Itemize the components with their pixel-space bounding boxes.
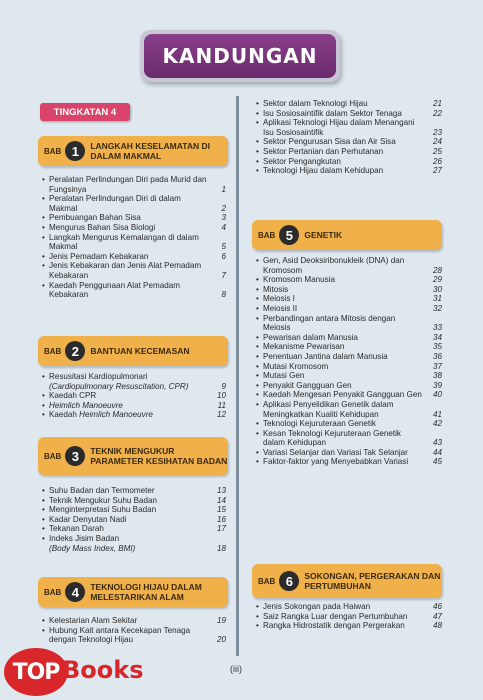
chapter-number: 6 [279,571,299,591]
column-divider [236,96,239,656]
entry-title [263,429,442,448]
tingkatan-label: TINGKATAN 4 [40,103,130,121]
bullet-icon: • [256,294,259,304]
entry-text: Peralatan Perlindungan Diri pada Murid dan Fungsinya [49,175,207,194]
chapter-number: 5 [279,225,299,245]
entry-title [263,371,442,381]
toc-entry [256,429,442,448]
entry-title [263,352,442,362]
entry-text: Saiz Rangka Luar dengan Pertumbuhan [263,611,408,621]
bullet-icon: • [42,261,45,271]
toc-entry [256,275,442,285]
bullet-icon: • [256,419,259,429]
entry-page-number: 28 [432,265,442,275]
bullet-icon: • [42,533,45,543]
entry-text: Mutasi Gen [263,371,305,381]
entry-text: Aplikasi Teknologi Hijau dalam Menangani Isu Sosiosaintifik [263,118,415,137]
entry-page-number: 39 [432,380,442,390]
entry-title [49,372,226,391]
toc-entry [256,390,442,400]
entry-text: Pembuangan Bahan Sisa [49,213,141,223]
entry-text: Langkah Mengurus Kemalangan di dalam Makmal [49,232,199,252]
entry-page-number: 24 [432,137,442,147]
chapter-title: GENETIK [304,230,343,240]
entry-title [263,419,442,429]
chapter-6-header [252,564,442,598]
entry-text: Isu Sosiosaintifik dalam Sektor Tenaga [263,108,402,118]
entry-page-number: 26 [432,156,442,166]
bullet-icon: • [42,625,45,635]
entry-page-number: 22 [432,108,442,118]
entry-text: Sektor Pengangkutan [263,156,341,166]
bab-word: BAB [44,146,62,156]
entry-page-number: 44 [432,447,442,457]
bab-word: BAB [44,451,62,461]
toc-entry [256,419,442,429]
bab-word: BAB [44,346,62,356]
entry-page-number: 19 [216,616,226,625]
entry-page-number: 33 [432,323,442,333]
entry-page-number: 27 [432,166,442,176]
page-title: KANDUNGAN [144,34,336,78]
bab-word: BAB [258,576,276,586]
toc-entry [42,213,226,223]
entry-title [263,602,442,612]
bullet-icon: • [256,166,259,176]
bab-word: BAB [258,230,276,240]
entry-title [49,233,226,252]
entry-page-number: 2 [221,203,226,213]
toc-entry [42,252,226,262]
entry-text: Kaedah Penggunaan Alat Pemadam Kebakaran [49,280,180,300]
entry-title [263,256,442,275]
entry-text: Gen, Asid Deoksiribonukleik (DNA) dan Kromosom [263,256,405,275]
entry-text: Sektor Pengurusan Sisa dan Air Sisa [263,137,396,147]
chapter-title: SOKONGAN, PERGERAKAN DAN PERTUMBUHAN [304,571,441,591]
entry-text: Faktor-faktor yang Menyebabkan Variasi [263,457,409,467]
bullet-icon: • [256,256,259,265]
entry-page-number: 7 [221,270,226,280]
bullet-icon: • [256,457,259,467]
toc-entry [256,256,442,275]
entry-title [263,362,442,372]
entry-page-number: 20 [216,635,226,645]
bullet-icon: • [256,118,259,128]
chapter-3-entries [42,486,226,553]
bullet-icon: • [42,616,45,625]
entry-page-number: 46 [432,602,442,611]
entry-page-number: 31 [432,294,442,304]
chapter-5-entries [256,256,442,467]
entry-title [49,505,226,515]
bullet-icon: • [256,332,259,342]
toc-entry [256,304,442,314]
bullet-icon: • [256,361,259,371]
toc-entry [256,314,442,333]
entry-page-number: 21 [432,99,442,108]
entry-text: Meiosis I [263,294,295,304]
entry-page-number: 1 [221,184,226,194]
bullet-icon: • [256,99,259,108]
entry-page-number: 40 [432,390,442,400]
entry-title [49,261,226,280]
chapter-number: 4 [65,582,85,602]
entry-text: Teknik Mengukur Suhu Badan [49,495,157,505]
entry-title [263,333,442,343]
entry-title [263,342,442,352]
entry-page-number: 12 [216,410,226,420]
bullet-icon: • [256,371,259,381]
toc-entry [256,147,442,157]
bullet-icon: • [256,146,259,156]
entry-title [263,109,442,119]
entry-page-number: 47 [432,611,442,621]
chapter-number: 2 [65,341,85,361]
toc-entry [42,505,226,515]
entry-page-number: 38 [432,371,442,381]
entry-page-number: 10 [216,391,226,401]
toc-entry [256,400,442,419]
toc-entry [256,362,442,372]
toc-entry [42,626,226,645]
bullet-icon: • [42,486,45,495]
entry-text: Menginterpretasi Suhu Badan [49,505,157,515]
toc-entry [256,371,442,381]
toc-entry [256,118,442,137]
entry-text: Tekanan Darah [49,524,104,534]
entry-page-number: 32 [432,303,442,313]
bullet-icon: • [42,222,45,232]
toc-entry [256,333,442,343]
entry-text: Sektor Pertanian dan Perhutanan [263,146,384,156]
toc-entry [256,157,442,167]
entry-title [263,457,442,467]
toc-entry [42,175,226,194]
chapter-4-header [38,577,228,607]
chapter-4-entries-left [42,616,226,645]
entry-text: Kromosom Manusia [263,275,335,285]
toc-entry [42,410,226,420]
bullet-icon: • [42,505,45,515]
toc-entry [42,524,226,534]
entry-title [49,401,226,411]
entry-text: Meiosis II [263,303,298,313]
toc-entry [256,602,442,612]
entry-subtext: (Body Mass Index, BMI) [49,543,136,553]
entry-page-number: 35 [432,342,442,352]
entry-title [263,621,442,631]
bullet-icon: • [256,313,259,323]
entry-text: Suhu Badan dan Termometer [49,486,155,495]
entry-text: Kaedah CPR [49,391,97,401]
toc-entry [42,223,226,233]
entry-text: Mutasi Kromosom [263,361,329,371]
entry-page-number: 23 [432,127,442,137]
entry-title [263,118,442,137]
toc-entry [42,372,226,391]
entry-text: Indeks Jisim Badan [49,533,120,543]
entry-title [49,391,226,401]
entry-text: Mitosis [263,284,289,294]
toc-entry [42,496,226,506]
entry-text: Hubung Kait antara Kecekapan Tenaga dengan Teknologi Hijau [49,625,191,645]
bullet-icon: • [42,400,45,410]
entry-text: Mekanisme Pewarisan [263,342,345,352]
toc-entry [42,261,226,280]
chapter-title: BANTUAN KECEMASAN [90,346,190,356]
entry-title [49,223,226,233]
toc-entry [256,285,442,295]
entry-text: Aplikasi Penyelidikan Genetik dalam Meningkatkan Kualiti Kehidupan [263,399,394,419]
entry-title [263,314,442,333]
bullet-icon: • [42,495,45,505]
entry-text-italic: Heimlich Manoeuvre [79,410,153,420]
entry-page-number: 16 [216,514,226,524]
entry-page-number: 6 [221,251,226,261]
entry-title [49,626,226,645]
logo-top: TOP [4,648,68,696]
entry-text: Kaedah [49,410,77,420]
toc-entry [256,99,442,109]
title-banner [140,30,340,82]
toc-entry [256,612,442,622]
bullet-icon: • [42,194,45,204]
bullet-icon: • [256,447,259,457]
entry-page-number: 37 [432,361,442,371]
entry-page-number: 18 [216,543,226,553]
chapter-3-header [38,437,228,475]
chapter-2-header [38,336,228,366]
entry-title [263,157,442,167]
entry-page-number: 29 [432,275,442,285]
entry-text: Variasi Selanjar dan Variasi Tak Selanjar [263,447,408,457]
entry-title [263,137,442,147]
entry-title [263,390,442,400]
chapter-1-header [38,136,228,166]
bullet-icon: • [42,524,45,534]
entry-page-number: 3 [221,213,226,223]
bullet-icon: • [42,391,45,401]
entry-title [263,304,442,314]
toc-entry [256,109,442,119]
entry-title [49,194,226,213]
entry-text: Jenis Kebakaran dan Jenis Alat Pemadam Kebakaran [49,261,202,280]
toc-entry [256,294,442,304]
entry-title [263,612,442,622]
chapter-5-header [252,220,442,250]
entry-page-number: 42 [432,419,442,429]
chapter-title: TEKNIK MENGUKUR PARAMETER KESIHATAN BADAN [90,446,228,466]
bullet-icon: • [256,137,259,147]
entry-title [49,281,226,300]
bullet-icon: • [42,372,45,381]
chapter-number: 3 [65,446,85,466]
entry-page-number: 25 [432,146,442,156]
toc-entry [256,457,442,467]
entry-title [49,175,226,194]
entry-text: Peralatan Perlindungan Diri di dalam Makmal [49,194,181,213]
entry-page-number: 36 [432,351,442,361]
toc-entry [42,391,226,401]
bullet-icon: • [256,611,259,621]
entry-title [263,294,442,304]
bullet-icon: • [42,213,45,223]
entry-page-number: 34 [432,332,442,342]
entry-title [49,524,226,534]
toc-entry [256,448,442,458]
entry-text: Penentuan Jantina dalam Manusia [263,351,388,361]
toc-entry [256,166,442,176]
entry-text: Rangka Hidrostatik dengan Pergerakan [263,621,405,631]
bullet-icon: • [256,303,259,313]
entry-page-number: 41 [432,409,442,419]
entry-text: Kesan Teknologi Kejuruteraan Genetik dalam Kehidupan [263,428,401,448]
entry-title [263,147,442,157]
bullet-icon: • [42,251,45,261]
chapter-title: TEKNOLOGI HIJAU DALAM MELESTARIKAN ALAM [90,582,202,602]
bullet-icon: • [42,514,45,524]
entry-text: Jenis Pemadam Kebakaran [49,251,149,261]
chapter-4-entries-right [256,99,442,176]
bullet-icon: • [256,342,259,352]
entry-title [49,213,226,223]
entry-text: Jenis Sokongan pada Haiwan [263,602,371,611]
entry-page-number: 43 [432,438,442,448]
chapter-1-entries [42,175,226,300]
entry-title [263,275,442,285]
chapter-2-entries [42,372,226,420]
entry-page-number: 4 [221,222,226,232]
page-number: (iii) [230,664,242,674]
toc-entry [42,401,226,411]
entry-text: Sektor dalam Teknologi Hijau [263,99,368,108]
bullet-icon: • [256,275,259,285]
chapter-6-entries [256,602,442,631]
toc-entry [256,352,442,362]
entry-title [263,448,442,458]
bullet-icon: • [42,410,45,420]
entry-page-number: 11 [217,400,226,410]
toc-entry [256,342,442,352]
entry-text: Pewarisan dalam Manusia [263,332,358,342]
entry-page-number: 13 [216,486,226,495]
bullet-icon: • [42,175,45,184]
bullet-icon: • [256,351,259,361]
entry-title [49,410,226,420]
toc-entry [42,515,226,525]
entry-page-number: 5 [221,242,226,252]
bullet-icon: • [256,602,259,611]
topbooks-logo [0,644,145,700]
entry-text: Mengurus Bahan Sisa Biologi [49,222,156,232]
entry-title [49,252,226,262]
bullet-icon: • [256,284,259,294]
entry-page-number: 45 [432,457,442,467]
entry-title [49,534,226,553]
entry-title [263,381,442,391]
entry-page-number: 30 [432,284,442,294]
entry-text: Teknologi Hijau dalam Kehidupan [263,166,384,176]
bullet-icon: • [256,108,259,118]
entry-text: Resusitasi Kardiopulmonari [49,372,148,381]
entry-page-number: 14 [216,495,226,505]
bullet-icon: • [256,399,259,409]
entry-text: Teknologi Kejuruteraan Genetik [263,419,376,429]
toc-entry [42,486,226,496]
bullet-icon: • [256,380,259,390]
entry-title [49,515,226,525]
entry-text: Kelestarian Alam Sekitar [49,616,138,625]
entry-page-number: 15 [216,505,226,515]
bullet-icon: • [256,428,259,438]
entry-title [263,400,442,419]
entry-title [49,616,226,626]
entry-text: Perbandingan antara Mitosis dengan Meiosis [263,313,396,333]
toc-entry [42,194,226,213]
entry-title [263,99,442,109]
entry-page-number: 17 [216,524,226,534]
entry-page-number: 48 [432,621,442,631]
bab-word: BAB [44,587,62,597]
toc-entry [42,233,226,252]
entry-title [49,496,226,506]
entry-title [49,486,226,496]
bullet-icon: • [42,280,45,290]
bullet-icon: • [256,156,259,166]
entry-subtext: (Cardiopulmonary Resuscitation, CPR) [49,381,189,391]
entry-page-number: 9 [221,381,226,391]
toc-entry [256,621,442,631]
bullet-icon: • [42,232,45,242]
bullet-icon: • [256,621,259,631]
entry-text: Kadar Denyutan Nadi [49,514,127,524]
logo-books: Books [62,656,144,684]
entry-title [263,166,442,176]
toc-entry [256,381,442,391]
bullet-icon: • [256,390,259,400]
toc-entry [256,137,442,147]
chapter-number: 1 [65,141,85,161]
entry-text: Kaedah Mengesan Penyakit Gangguan Gen [263,390,422,400]
entry-text: Penyakit Gangguan Gen [263,380,352,390]
entry-text: Heimlich Manoeuvre [49,400,123,410]
toc-entry [42,281,226,300]
toc-entry [42,616,226,626]
toc-entry [42,534,226,553]
entry-page-number: 8 [221,290,226,300]
entry-title [263,285,442,295]
chapter-title: LANGKAH KESELAMATAN DI DALAM MAKMAL [90,141,210,161]
